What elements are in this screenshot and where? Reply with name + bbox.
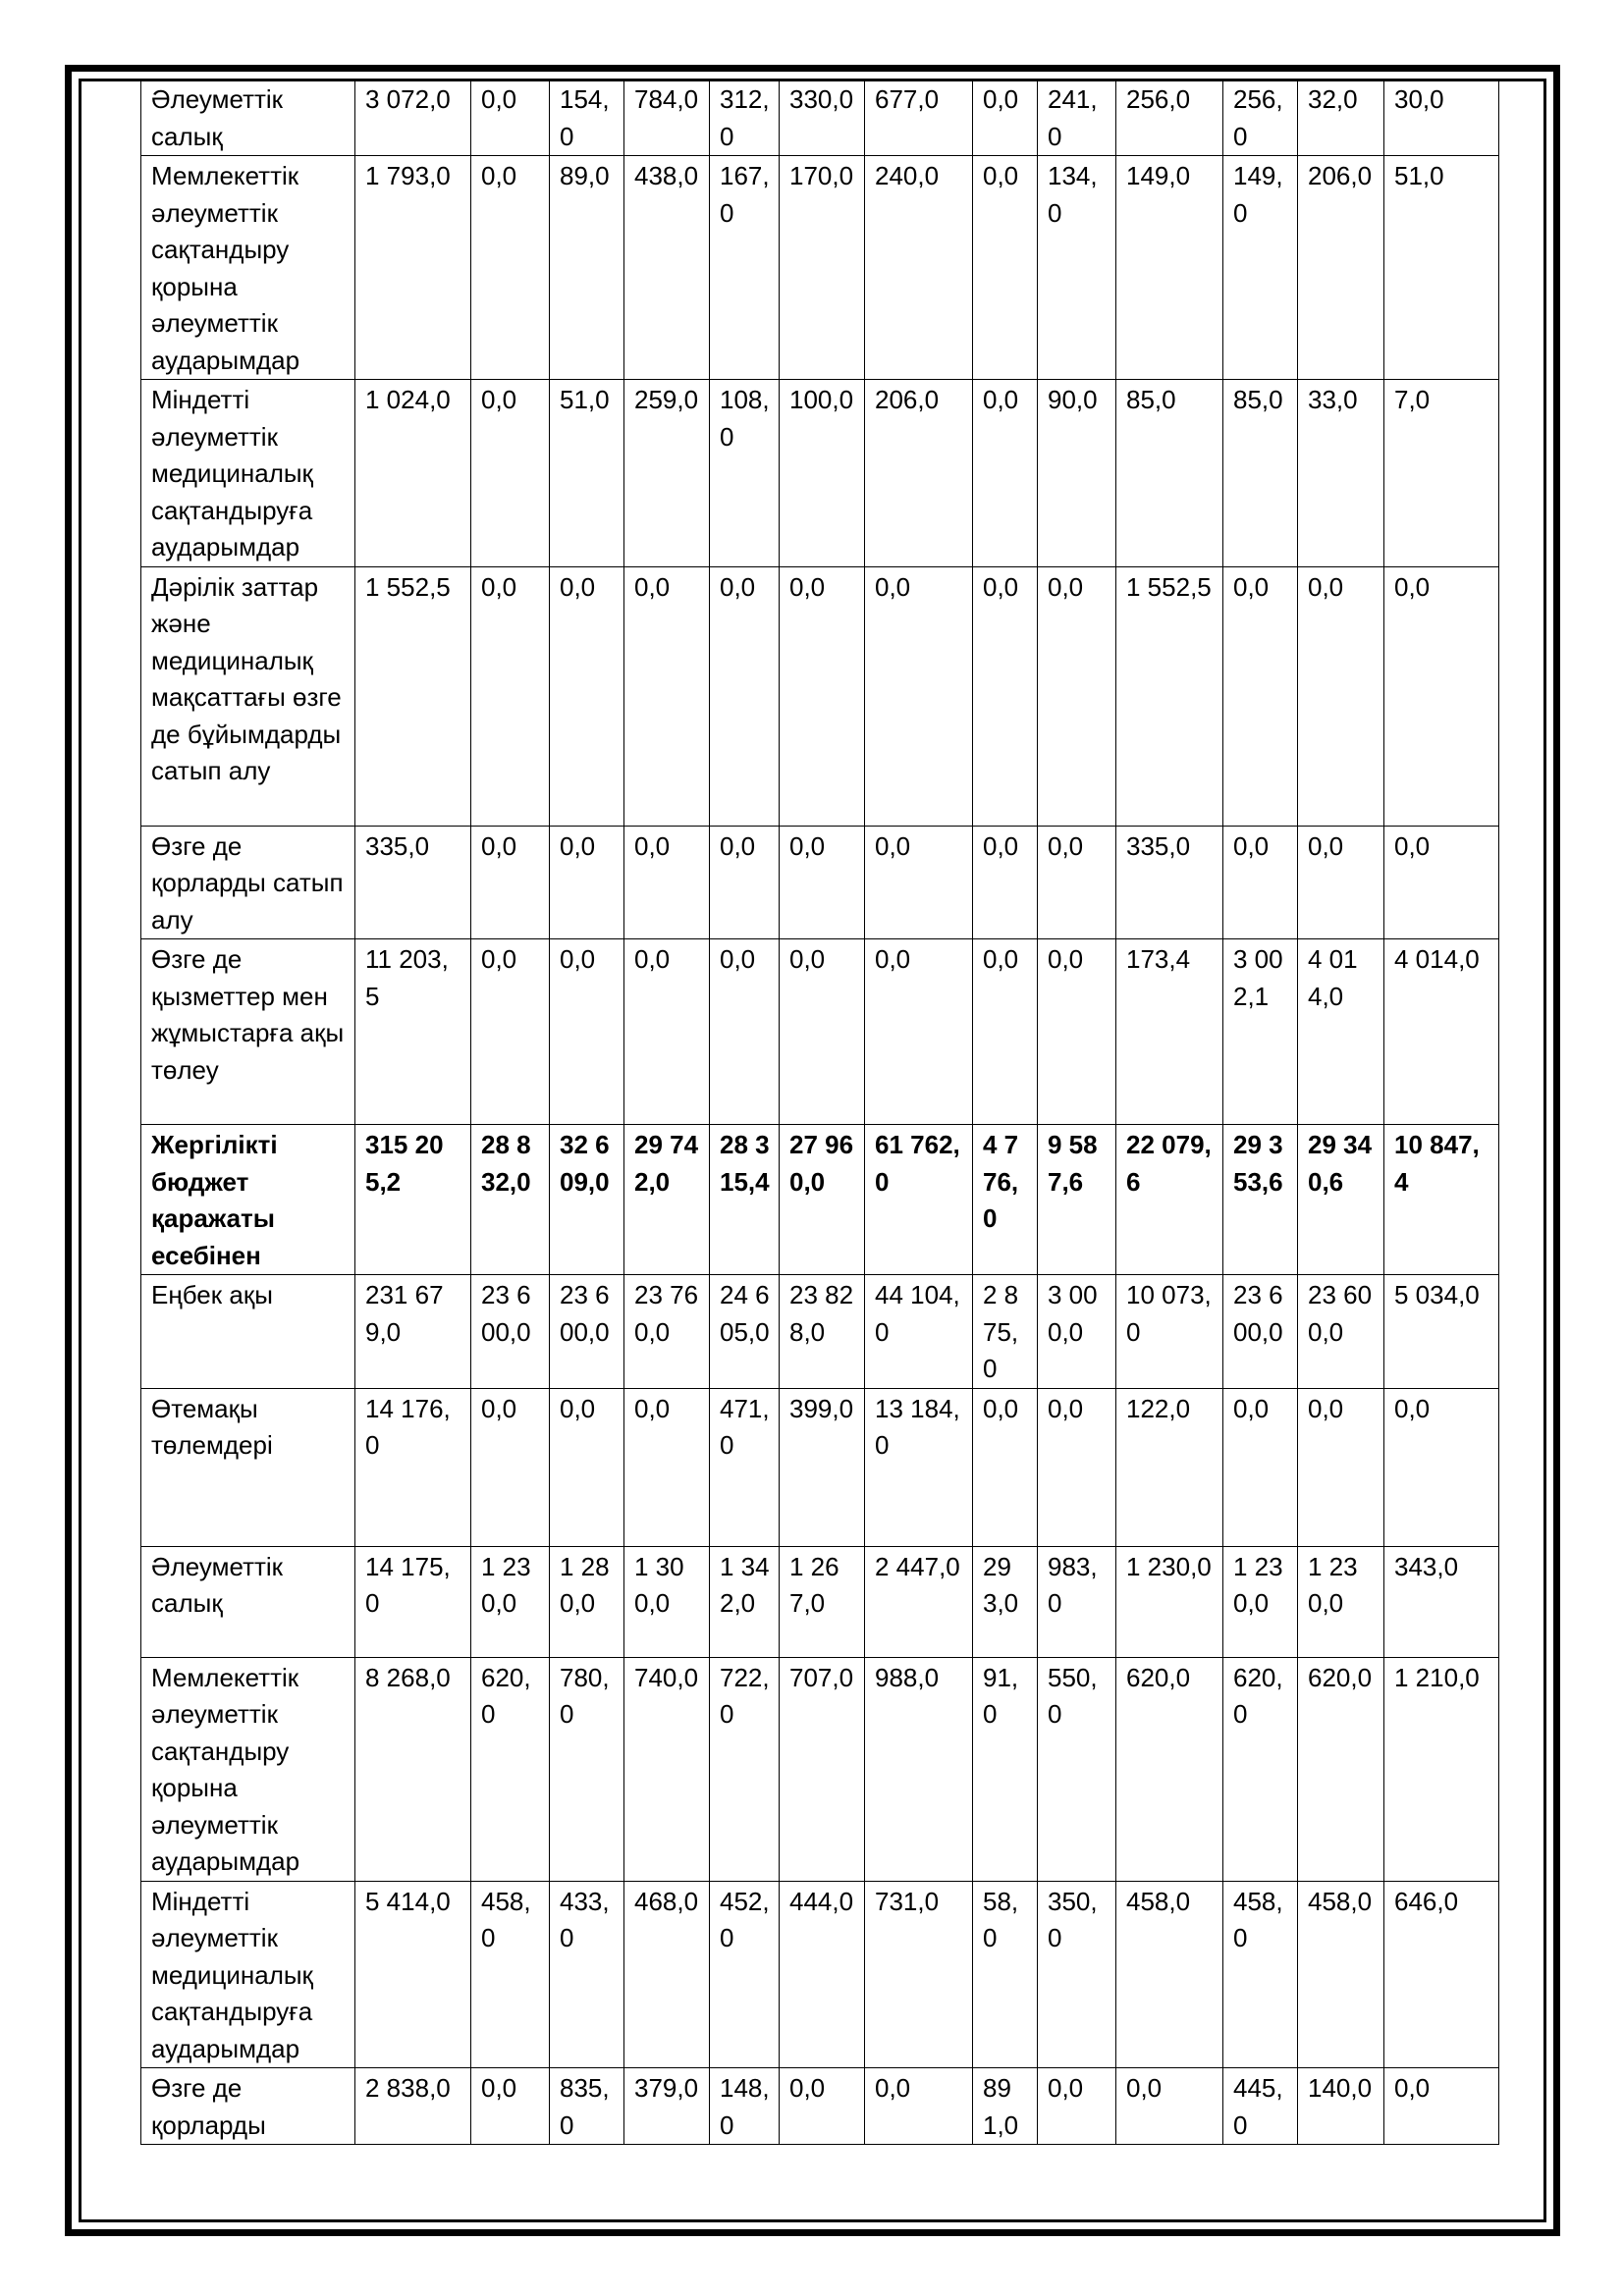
table-cell: 0,0 bbox=[973, 1388, 1038, 1546]
table-cell: 780,0 bbox=[550, 1657, 624, 1881]
table-cell: 2 875,0 bbox=[973, 1275, 1038, 1389]
row-label: Дәрілік заттар және медициналық мақсаттағы өзге де бұйымдарды сатып алу bbox=[141, 566, 355, 826]
table-cell: 0,0 bbox=[1298, 1388, 1384, 1546]
table-cell: 134,0 bbox=[1038, 156, 1116, 380]
table-cell: 0,0 bbox=[550, 939, 624, 1125]
row-label: Өзге де қорларды сатып алу bbox=[141, 826, 355, 939]
table-cell: 0,0 bbox=[973, 566, 1038, 826]
table-cell: 0,0 bbox=[780, 2068, 865, 2145]
table-row bbox=[141, 1125, 1499, 1275]
table-cell: 379,0 bbox=[624, 2068, 710, 2145]
table-cell: 3 000,0 bbox=[1038, 1275, 1116, 1389]
table-cell: 0,0 bbox=[1116, 2068, 1223, 2145]
table-cell: 0,0 bbox=[624, 826, 710, 939]
table-cell: 2 838,0 bbox=[355, 2068, 471, 2145]
table-cell: 24 605,0 bbox=[710, 1275, 780, 1389]
table-cell: 29 340,6 bbox=[1298, 1125, 1384, 1275]
table-cell: 433,0 bbox=[550, 1881, 624, 2068]
table-cell: 335,0 bbox=[355, 826, 471, 939]
table-cell: 1 793,0 bbox=[355, 156, 471, 380]
table-body bbox=[141, 80, 1499, 2145]
table-cell: 29 353,6 bbox=[1223, 1125, 1298, 1275]
table-row bbox=[141, 1388, 1499, 1546]
table-cell: 90,0 bbox=[1038, 380, 1116, 567]
table-cell: 167,0 bbox=[710, 156, 780, 380]
table-cell: 122,0 bbox=[1116, 1388, 1223, 1546]
table-cell: 0,0 bbox=[1223, 1388, 1298, 1546]
table-cell: 1 230,0 bbox=[471, 1546, 550, 1657]
table-cell: 620,0 bbox=[1223, 1657, 1298, 1881]
table-cell: 241,0 bbox=[1038, 80, 1116, 156]
table-cell: 0,0 bbox=[1038, 826, 1116, 939]
table-cell: 33,0 bbox=[1298, 380, 1384, 567]
table-cell: 891,0 bbox=[973, 2068, 1038, 2145]
table-cell: 0,0 bbox=[780, 566, 865, 826]
table-cell: 0,0 bbox=[624, 566, 710, 826]
table-row bbox=[141, 2068, 1499, 2145]
table-row bbox=[141, 566, 1499, 826]
table-cell: 51,0 bbox=[1384, 156, 1499, 380]
table-cell: 740,0 bbox=[624, 1657, 710, 1881]
table-cell: 0,0 bbox=[1038, 566, 1116, 826]
table-cell: 0,0 bbox=[1223, 826, 1298, 939]
table-cell: 722,0 bbox=[710, 1657, 780, 1881]
table-cell: 22 079,6 bbox=[1116, 1125, 1223, 1275]
table-cell: 330,0 bbox=[780, 80, 865, 156]
table-cell: 0,0 bbox=[471, 156, 550, 380]
table-cell: 0,0 bbox=[973, 939, 1038, 1125]
table-cell: 32 609,0 bbox=[550, 1125, 624, 1275]
row-label: Еңбек ақы bbox=[141, 1275, 355, 1389]
table-cell: 0,0 bbox=[1384, 1388, 1499, 1546]
table-cell: 231 679,0 bbox=[355, 1275, 471, 1389]
table-cell: 620,0 bbox=[1298, 1657, 1384, 1881]
table-cell: 458,0 bbox=[471, 1881, 550, 2068]
table-cell: 4 014,0 bbox=[1384, 939, 1499, 1125]
table-cell: 1 230,0 bbox=[1116, 1546, 1223, 1657]
table-cell: 28 832,0 bbox=[471, 1125, 550, 1275]
row-label: Өтемақы төлемдері bbox=[141, 1388, 355, 1546]
table-cell: 445,0 bbox=[1223, 2068, 1298, 2145]
table-cell: 0,0 bbox=[1298, 826, 1384, 939]
table-cell: 173,4 bbox=[1116, 939, 1223, 1125]
table-cell: 85,0 bbox=[1116, 380, 1223, 567]
table-cell: 14 176,0 bbox=[355, 1388, 471, 1546]
table-row bbox=[141, 1881, 1499, 2068]
table-cell: 0,0 bbox=[973, 156, 1038, 380]
table-cell: 100,0 bbox=[780, 380, 865, 567]
table-cell: 1 552,5 bbox=[355, 566, 471, 826]
table-cell: 23 828,0 bbox=[780, 1275, 865, 1389]
table-cell: 0,0 bbox=[1038, 2068, 1116, 2145]
table-row bbox=[141, 1657, 1499, 1881]
table-cell: 315 205,2 bbox=[355, 1125, 471, 1275]
table-cell: 170,0 bbox=[780, 156, 865, 380]
table-cell: 293,0 bbox=[973, 1546, 1038, 1657]
table-cell: 149,0 bbox=[1223, 156, 1298, 380]
table-cell: 0,0 bbox=[865, 939, 973, 1125]
table-cell: 343,0 bbox=[1384, 1546, 1499, 1657]
table-cell: 0,0 bbox=[780, 939, 865, 1125]
table-cell: 0,0 bbox=[471, 80, 550, 156]
table-cell: 23 600,0 bbox=[550, 1275, 624, 1389]
table-cell: 1 024,0 bbox=[355, 380, 471, 567]
table-cell: 29 742,0 bbox=[624, 1125, 710, 1275]
table-cell: 27 960,0 bbox=[780, 1125, 865, 1275]
table-cell: 259,0 bbox=[624, 380, 710, 567]
table-cell: 4 776,0 bbox=[973, 1125, 1038, 1275]
table-cell: 0,0 bbox=[973, 826, 1038, 939]
table-cell: 438,0 bbox=[624, 156, 710, 380]
table-cell: 0,0 bbox=[865, 826, 973, 939]
table-cell: 23 600,0 bbox=[1298, 1275, 1384, 1389]
row-label: Міндетті әлеуметтік медициналық сақтандыруға аударымдар bbox=[141, 380, 355, 567]
table-cell: 0,0 bbox=[1384, 2068, 1499, 2145]
table-cell: 0,0 bbox=[710, 826, 780, 939]
table-cell: 988,0 bbox=[865, 1657, 973, 1881]
table-cell: 550,0 bbox=[1038, 1657, 1116, 1881]
table-cell: 0,0 bbox=[710, 939, 780, 1125]
table-cell: 10 073,0 bbox=[1116, 1275, 1223, 1389]
table-cell: 58,0 bbox=[973, 1881, 1038, 2068]
table-cell: 784,0 bbox=[624, 80, 710, 156]
table-row bbox=[141, 1275, 1499, 1389]
table-cell: 108,0 bbox=[710, 380, 780, 567]
table-cell: 5 034,0 bbox=[1384, 1275, 1499, 1389]
table-cell: 620,0 bbox=[471, 1657, 550, 1881]
table-cell: 0,0 bbox=[550, 566, 624, 826]
table-cell: 0,0 bbox=[865, 2068, 973, 2145]
table-row bbox=[141, 156, 1499, 380]
row-label: Мемлекеттік әлеуметтік сақтандыру қорына әлеуметтік аударымдар bbox=[141, 156, 355, 380]
table-cell: 0,0 bbox=[471, 566, 550, 826]
row-label: Әлеуметтік салық bbox=[141, 1546, 355, 1657]
table-cell: 0,0 bbox=[624, 1388, 710, 1546]
table-row bbox=[141, 939, 1499, 1125]
table-cell: 0,0 bbox=[471, 380, 550, 567]
table-row bbox=[141, 826, 1499, 939]
table-cell: 23 760,0 bbox=[624, 1275, 710, 1389]
table-cell: 0,0 bbox=[471, 2068, 550, 2145]
table-cell: 13 184,0 bbox=[865, 1388, 973, 1546]
table-cell: 0,0 bbox=[973, 380, 1038, 567]
table-cell: 51,0 bbox=[550, 380, 624, 567]
table-cell: 1 280,0 bbox=[550, 1546, 624, 1657]
table-cell: 10 847,4 bbox=[1384, 1125, 1499, 1275]
table-cell: 1 267,0 bbox=[780, 1546, 865, 1657]
table-cell: 0,0 bbox=[1384, 566, 1499, 826]
table-cell: 0,0 bbox=[1223, 566, 1298, 826]
table-cell: 256,0 bbox=[1116, 80, 1223, 156]
table-cell: 1 210,0 bbox=[1384, 1657, 1499, 1881]
table-cell: 458,0 bbox=[1116, 1881, 1223, 2068]
table-cell: 1 230,0 bbox=[1298, 1546, 1384, 1657]
table-cell: 9 587,6 bbox=[1038, 1125, 1116, 1275]
table-row bbox=[141, 1546, 1499, 1657]
table-cell: 8 268,0 bbox=[355, 1657, 471, 1881]
budget-table bbox=[140, 79, 1499, 2145]
table-cell: 0,0 bbox=[624, 939, 710, 1125]
table-cell: 0,0 bbox=[780, 826, 865, 939]
table-cell: 707,0 bbox=[780, 1657, 865, 1881]
table-cell: 468,0 bbox=[624, 1881, 710, 2068]
table-cell: 983,0 bbox=[1038, 1546, 1116, 1657]
table-cell: 30,0 bbox=[1384, 80, 1499, 156]
table-cell: 206,0 bbox=[1298, 156, 1384, 380]
table-cell: 0,0 bbox=[710, 566, 780, 826]
table-cell: 1 230,0 bbox=[1223, 1546, 1298, 1657]
table-cell: 0,0 bbox=[550, 1388, 624, 1546]
table-cell: 32,0 bbox=[1298, 80, 1384, 156]
table-cell: 3 002,1 bbox=[1223, 939, 1298, 1125]
row-label: Әлеуметтік салық bbox=[141, 80, 355, 156]
table-cell: 0,0 bbox=[1384, 826, 1499, 939]
table-cell: 89,0 bbox=[550, 156, 624, 380]
table-cell: 256,0 bbox=[1223, 80, 1298, 156]
table-cell: 458,0 bbox=[1298, 1881, 1384, 2068]
table-cell: 677,0 bbox=[865, 80, 973, 156]
table-cell: 1 300,0 bbox=[624, 1546, 710, 1657]
table-cell: 206,0 bbox=[865, 380, 973, 567]
table-cell: 835,0 bbox=[550, 2068, 624, 2145]
row-label: Мемлекеттік әлеуметтік сақтандыру қорына әлеуметтік аударымдар bbox=[141, 1657, 355, 1881]
table-cell: 452,0 bbox=[710, 1881, 780, 2068]
row-label: Міндетті әлеуметтік медициналық сақтандыруға аударымдар bbox=[141, 1881, 355, 2068]
row-label: Жергілікті бюджет қаражаты есебінен bbox=[141, 1125, 355, 1275]
table-cell: 0,0 bbox=[471, 1388, 550, 1546]
table-cell: 399,0 bbox=[780, 1388, 865, 1546]
table-cell: 0,0 bbox=[973, 80, 1038, 156]
table-cell: 1 342,0 bbox=[710, 1546, 780, 1657]
table-cell: 4 014,0 bbox=[1298, 939, 1384, 1125]
table-cell: 149,0 bbox=[1116, 156, 1223, 380]
table-cell: 11 203,5 bbox=[355, 939, 471, 1125]
table-cell: 471,0 bbox=[710, 1388, 780, 1546]
table-cell: 646,0 bbox=[1384, 1881, 1499, 2068]
row-label: Өзге де қорларды bbox=[141, 2068, 355, 2145]
table-cell: 0,0 bbox=[1298, 566, 1384, 826]
table-cell: 61 762,0 bbox=[865, 1125, 973, 1275]
table-row bbox=[141, 380, 1499, 567]
table-cell: 0,0 bbox=[471, 826, 550, 939]
table-cell: 14 175,0 bbox=[355, 1546, 471, 1657]
table-row bbox=[141, 80, 1499, 156]
table-cell: 444,0 bbox=[780, 1881, 865, 2068]
table-cell: 0,0 bbox=[865, 566, 973, 826]
table-cell: 312,0 bbox=[710, 80, 780, 156]
table-cell: 240,0 bbox=[865, 156, 973, 380]
table-cell: 620,0 bbox=[1116, 1657, 1223, 1881]
table-cell: 23 600,0 bbox=[1223, 1275, 1298, 1389]
table-cell: 335,0 bbox=[1116, 826, 1223, 939]
table-cell: 1 552,5 bbox=[1116, 566, 1223, 826]
table-cell: 0,0 bbox=[471, 939, 550, 1125]
table-cell: 85,0 bbox=[1223, 380, 1298, 567]
table-cell: 0,0 bbox=[1038, 1388, 1116, 1546]
table-cell: 5 414,0 bbox=[355, 1881, 471, 2068]
table-cell: 28 315,4 bbox=[710, 1125, 780, 1275]
row-label: Өзге де қызметтер мен жұмыстарға ақы төлеу bbox=[141, 939, 355, 1125]
table-cell: 3 072,0 bbox=[355, 80, 471, 156]
table-cell: 731,0 bbox=[865, 1881, 973, 2068]
table-cell: 140,0 bbox=[1298, 2068, 1384, 2145]
table-cell: 2 447,0 bbox=[865, 1546, 973, 1657]
table-cell: 0,0 bbox=[550, 826, 624, 939]
table-cell: 148,0 bbox=[710, 2068, 780, 2145]
table-cell: 91,0 bbox=[973, 1657, 1038, 1881]
table-cell: 458,0 bbox=[1223, 1881, 1298, 2068]
table-cell: 154,0 bbox=[550, 80, 624, 156]
table-cell: 44 104,0 bbox=[865, 1275, 973, 1389]
table-cell: 7,0 bbox=[1384, 380, 1499, 567]
table-cell: 23 600,0 bbox=[471, 1275, 550, 1389]
table-cell: 0,0 bbox=[1038, 939, 1116, 1125]
table-cell: 350,0 bbox=[1038, 1881, 1116, 2068]
